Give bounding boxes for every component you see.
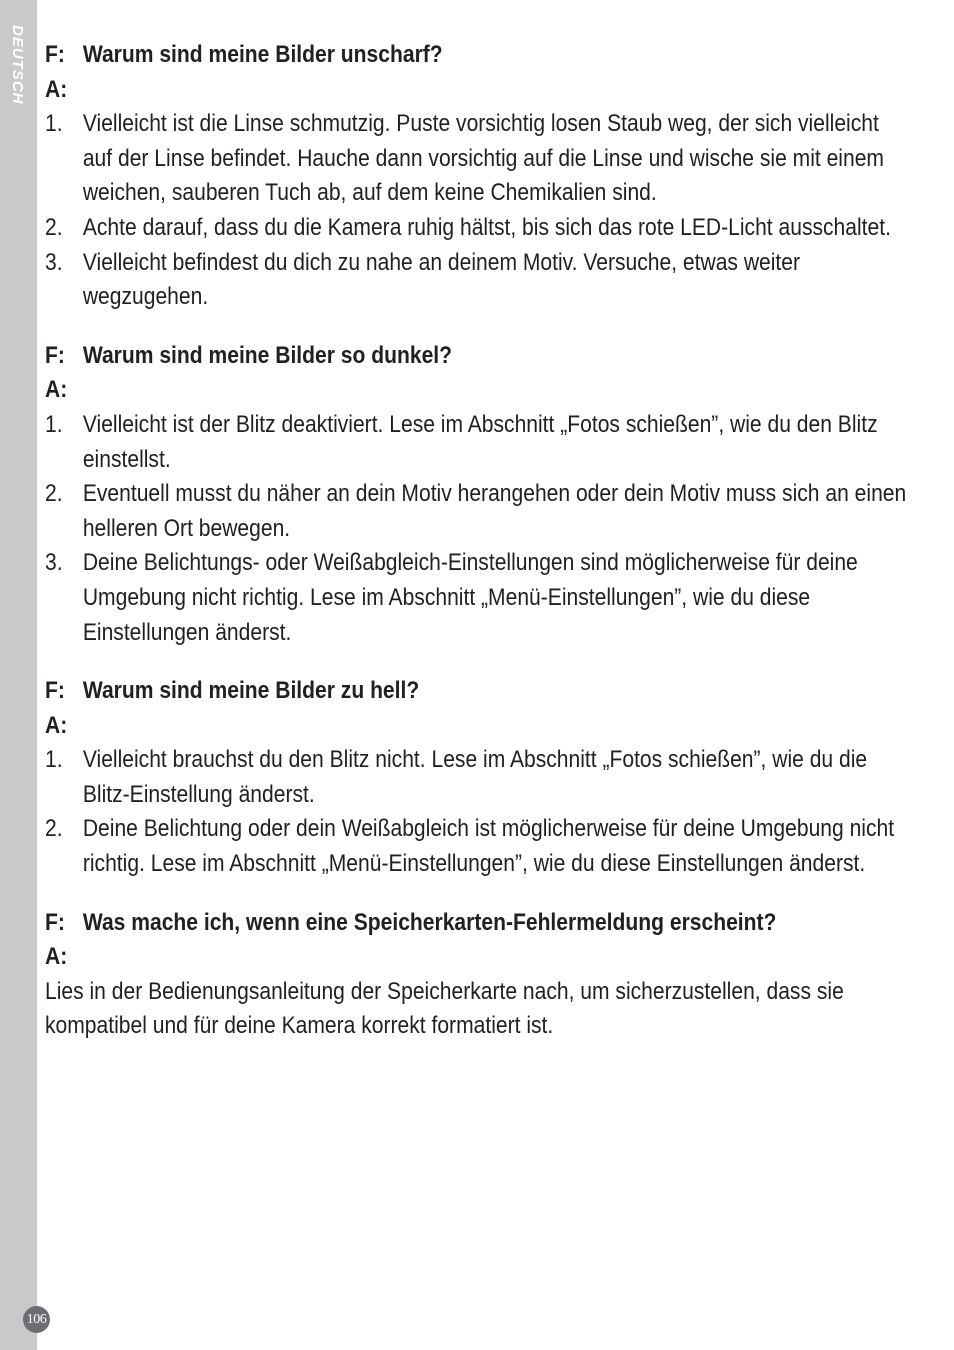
question-text: Warum sind meine Bilder so dunkel? bbox=[82, 341, 453, 369]
language-sidebar bbox=[0, 0, 47, 1350]
faq-entry bbox=[45, 674, 914, 882]
item-number: 2. bbox=[45, 480, 63, 508]
answer-label: A: bbox=[45, 376, 68, 404]
question-prefix: F: bbox=[45, 341, 65, 369]
faq-entry bbox=[45, 339, 914, 650]
item-number: 3. bbox=[45, 549, 63, 577]
page-number: 106 bbox=[23, 1306, 50, 1333]
question-prefix: F: bbox=[45, 677, 65, 705]
faq-question bbox=[45, 339, 914, 374]
answer-list-item bbox=[45, 107, 914, 211]
item-text: Vielleicht ist die Linse schmutzig. Puste vorsichtig losen Staub weg, der sich vielleicht auf der Linse befindet. Hauche dann vorsichtig auf die Linse und wische sie mit einem weichen, sauberen Tuch ab, auf dem keine Chemikalien sind. bbox=[82, 110, 884, 207]
item-text: Vielleicht ist der Blitz deaktiviert. Lese im Abschnitt „Fotos schießen”, wie du den Blitz einstellst. bbox=[82, 410, 878, 473]
answer-list-item bbox=[45, 408, 914, 477]
item-number: 2. bbox=[45, 213, 63, 241]
answer-label: A: bbox=[45, 711, 68, 739]
answer-label: A: bbox=[45, 943, 68, 971]
question-text: Warum sind meine Bilder unscharf? bbox=[82, 41, 443, 68]
answer-list-item bbox=[45, 477, 914, 546]
item-text: Vielleicht befindest du dich zu nahe an deinem Motiv. Versuche, etwas weiter wegzugehen. bbox=[82, 248, 801, 311]
answer-text: Lies in der Bedienungsanleitung der Speicherkarte nach, um sicherzustellen, dass sie kompatibel und für deine Kamera korrekt formatiert ist. bbox=[45, 977, 844, 1040]
item-text: Deine Belichtung oder dein Weißabgleich ist möglicherweise für deine Umgebung nicht richtig. Lese im Abschnitt „Menü-Einstellungen”, wie du diese Einstellungen änderst. bbox=[82, 815, 895, 878]
answer-list-item bbox=[45, 743, 914, 812]
faq-entry bbox=[45, 38, 914, 315]
faq-question bbox=[45, 38, 914, 73]
faq-entry bbox=[45, 906, 914, 1044]
item-text: Vielleicht brauchst du den Blitz nicht. Lese im Abschnitt „Fotos schießen”, wie du die Blitz-Einstellung änderst. bbox=[82, 746, 868, 808]
item-text: Deine Belichtungs- oder Weißabgleich-Einstellungen sind möglicherweise für deine Umgebung nicht richtig. Lese im Abschnitt „Menü-Einstellungen”, wie du diese Einstellungen änderst. bbox=[82, 549, 858, 646]
faq-question bbox=[45, 674, 914, 709]
answer-label: A: bbox=[45, 75, 68, 103]
question-text: Was mache ich, wenn eine Speicherkarten-Fehlermeldung erscheint? bbox=[82, 908, 777, 936]
item-number: 1. bbox=[45, 110, 63, 138]
item-number: 1. bbox=[45, 410, 63, 438]
item-text: Eventuell musst du näher an dein Motiv herangehen oder dein Motiv muss sich an einen helleren Ort bewegen. bbox=[82, 480, 907, 542]
language-label: DEUTSCH bbox=[9, 25, 26, 105]
item-number: 1. bbox=[45, 746, 63, 774]
faq-content bbox=[45, 38, 914, 1068]
question-prefix: F: bbox=[45, 41, 65, 68]
item-text: Achte darauf, dass du die Kamera ruhig hältst, bis sich das rote LED-Licht ausschaltet. bbox=[82, 213, 891, 241]
answer-list-item bbox=[45, 246, 914, 315]
answer-list-item bbox=[45, 211, 914, 246]
item-number: 2. bbox=[45, 815, 63, 843]
item-number: 3. bbox=[45, 248, 63, 276]
question-text: Warum sind meine Bilder zu hell? bbox=[82, 677, 420, 705]
answer-list-item bbox=[45, 546, 914, 650]
faq-question bbox=[45, 906, 914, 941]
question-prefix: F: bbox=[45, 908, 65, 936]
answer-list-item bbox=[45, 812, 914, 881]
